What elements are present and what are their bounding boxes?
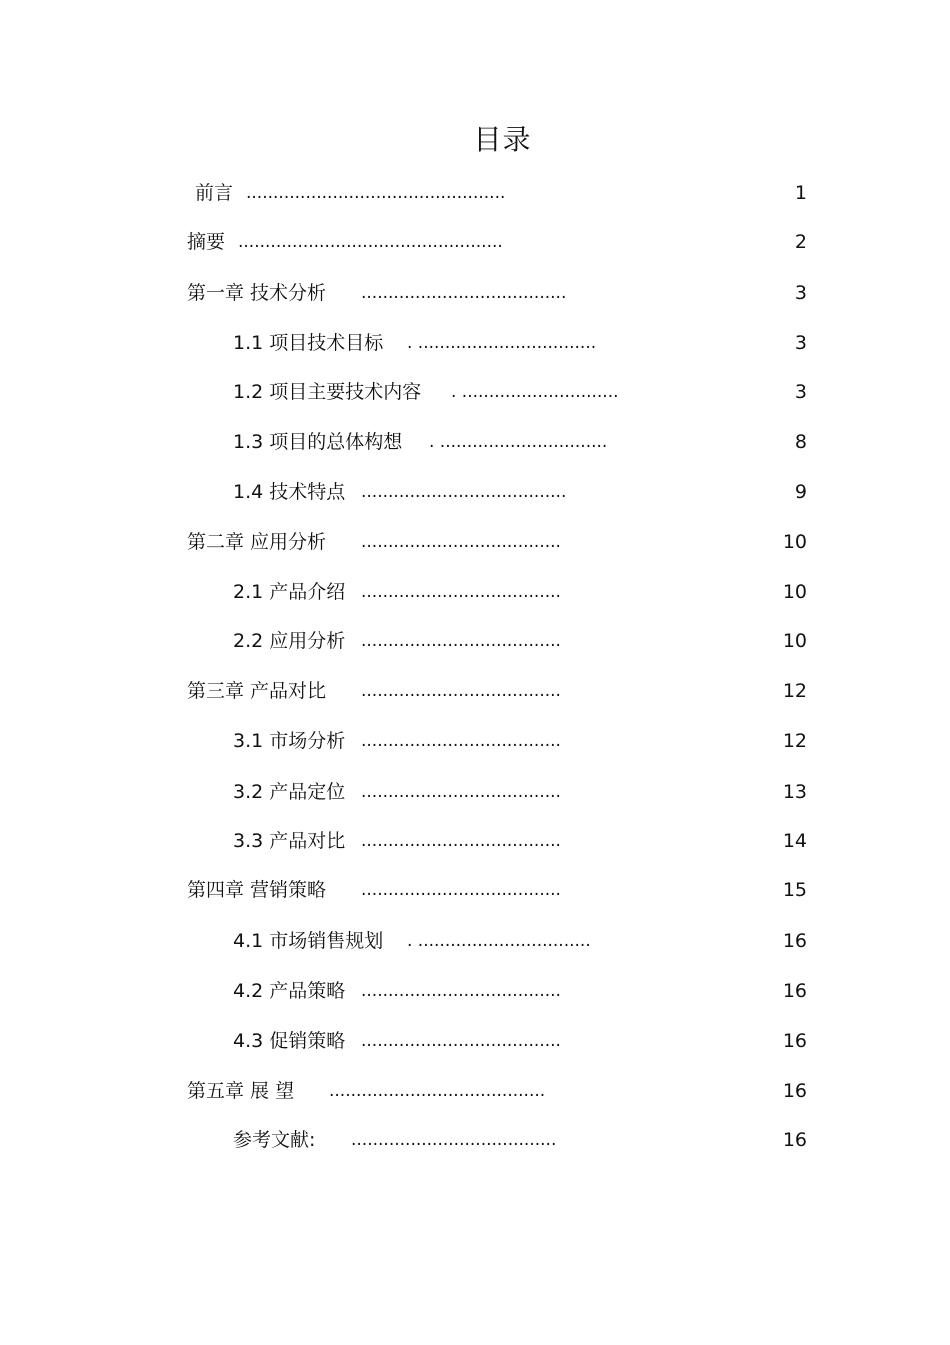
toc-leader-dots: ...................................... bbox=[351, 1130, 557, 1150]
toc-entry-4-3[interactable] bbox=[233, 1027, 593, 1055]
toc-leader-dots: ..................................... bbox=[361, 981, 561, 1001]
toc-page-number: 12 bbox=[782, 730, 807, 752]
toc-entry-label: 1.1 项目技术目标 bbox=[233, 332, 384, 354]
toc-entry-4-2[interactable] bbox=[233, 977, 593, 1005]
toc-entry-1-4[interactable] bbox=[233, 478, 593, 506]
toc-entry-2-1[interactable] bbox=[233, 578, 593, 606]
toc-entry-references[interactable] bbox=[233, 1126, 593, 1154]
toc-entry-2-2[interactable] bbox=[233, 627, 593, 655]
toc-entry-label: 2.2 应用分析 bbox=[233, 630, 346, 652]
toc-entry-label: 3.3 产品对比 bbox=[233, 830, 346, 852]
toc-page-number: 14 bbox=[782, 830, 807, 852]
toc-entry-chapter-4[interactable] bbox=[187, 876, 587, 904]
toc-entry-label: 第二章 应用分析 bbox=[187, 531, 327, 553]
toc-page-number: 16 bbox=[782, 1129, 807, 1151]
toc-entry-chapter-5[interactable] bbox=[187, 1077, 587, 1105]
toc-leader-dots: ...................................... bbox=[361, 482, 567, 502]
toc-leader-dots: ................................................ bbox=[246, 183, 506, 203]
toc-entry-1-1[interactable] bbox=[233, 329, 613, 357]
toc-entry-3-2[interactable] bbox=[233, 778, 593, 806]
toc-leader-dots: . ............................. bbox=[451, 382, 619, 402]
toc-page-number: 3 bbox=[794, 381, 807, 403]
toc-title: 目录 bbox=[473, 123, 532, 156]
toc-leader-dots: . ................................. bbox=[407, 333, 597, 353]
toc-entry-chapter-2[interactable] bbox=[187, 528, 587, 556]
toc-leader-dots: ..................................... bbox=[361, 831, 561, 851]
toc-page-number: 10 bbox=[782, 531, 807, 553]
toc-page-number: 13 bbox=[782, 781, 807, 803]
toc-entry-chapter-3[interactable] bbox=[187, 677, 587, 705]
toc-entry-label: 前言 bbox=[195, 182, 234, 204]
toc-entry-label: 3.2 产品定位 bbox=[233, 781, 346, 803]
toc-leader-dots: . ................................ bbox=[407, 931, 591, 951]
toc-leader-dots: ...................................... bbox=[361, 283, 567, 303]
toc-entry-3-3[interactable] bbox=[233, 827, 593, 855]
toc-page-number: 16 bbox=[782, 1080, 807, 1102]
toc-entry-1-3[interactable] bbox=[233, 428, 633, 456]
toc-page-number: 2 bbox=[794, 231, 807, 253]
toc-page-number: 15 bbox=[782, 879, 807, 901]
toc-page-number: 10 bbox=[782, 581, 807, 603]
toc-leader-dots: ..................................... bbox=[361, 532, 561, 552]
toc-entry-label: 4.2 产品策略 bbox=[233, 980, 346, 1002]
toc-entry-label: 第四章 营销策略 bbox=[187, 879, 327, 901]
toc-entry-label: 1.4 技术特点 bbox=[233, 481, 346, 503]
toc-leader-dots: ................................................. bbox=[238, 232, 503, 252]
toc-entry-label: 第一章 技术分析 bbox=[187, 282, 327, 304]
toc-entry-label: 参考文献: bbox=[233, 1129, 316, 1151]
toc-entry-3-1[interactable] bbox=[233, 727, 593, 755]
toc-leader-dots: ..................................... bbox=[361, 681, 561, 701]
toc-entry-label: 第三章 产品对比 bbox=[187, 680, 327, 702]
toc-entry-1-2[interactable] bbox=[233, 378, 633, 406]
toc-entry-label: 摘要 bbox=[187, 231, 226, 253]
toc-entry-4-1[interactable] bbox=[233, 927, 613, 955]
toc-leader-dots: ........................................ bbox=[329, 1081, 546, 1101]
toc-entry-label: 4.3 促销策略 bbox=[233, 1030, 346, 1052]
toc-leader-dots: ..................................... bbox=[361, 880, 561, 900]
toc-entry-chapter-1[interactable] bbox=[187, 279, 587, 307]
toc-entry-label: 第五章 展 望 bbox=[187, 1080, 295, 1102]
toc-page-number: 16 bbox=[782, 1030, 807, 1052]
toc-entry-label: 1.2 项目主要技术内容 bbox=[233, 381, 422, 403]
toc-leader-dots: . ............................... bbox=[429, 432, 608, 452]
toc-page-number: 12 bbox=[782, 680, 807, 702]
toc-leader-dots: ..................................... bbox=[361, 1031, 561, 1051]
toc-page-number: 3 bbox=[794, 332, 807, 354]
toc-page-number: 10 bbox=[782, 630, 807, 652]
toc-entry-label: 4.1 市场销售规划 bbox=[233, 930, 384, 952]
toc-leader-dots: ..................................... bbox=[361, 582, 561, 602]
toc-page-number: 8 bbox=[794, 431, 807, 453]
toc-entry-label: 3.1 市场分析 bbox=[233, 730, 346, 752]
toc-leader-dots: ..................................... bbox=[361, 631, 561, 651]
toc-page-number: 1 bbox=[794, 182, 807, 204]
toc-page-number: 16 bbox=[782, 930, 807, 952]
toc-entry-abstract[interactable] bbox=[187, 228, 527, 256]
toc-page-number: 9 bbox=[794, 481, 807, 503]
toc-leader-dots: ..................................... bbox=[361, 782, 561, 802]
toc-page-number: 16 bbox=[782, 980, 807, 1002]
toc-entry-label: 1.3 项目的总体构想 bbox=[233, 431, 403, 453]
toc-page-number: 3 bbox=[794, 282, 807, 304]
toc-entry-preface[interactable] bbox=[195, 179, 535, 207]
toc-leader-dots: ..................................... bbox=[361, 731, 561, 751]
toc-entry-label: 2.1 产品介绍 bbox=[233, 581, 346, 603]
